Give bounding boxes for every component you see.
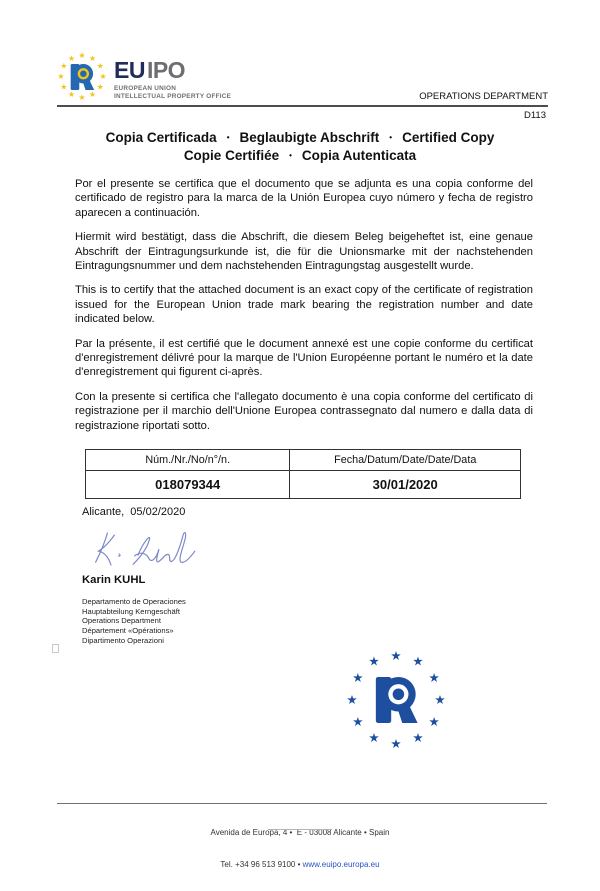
signatory-name: Karin KUHL [82,574,146,586]
logo-wordmark [114,59,231,100]
bullet-icon: • [389,133,393,142]
logo-wordmark-eu: EU [114,57,145,83]
euipo-logo-mark [57,52,107,102]
paragraph-english: This is to certify that the attached document is an exact copy of the certificate of registration issued for the European Union trade mark bearing the registration number and date indicated below. [75,284,533,326]
department-item: Departamento de Operaciones [82,597,186,606]
logo-wordmark-ipo: IPO [146,57,186,83]
operations-department-label: OPERATIONS DEPARTMENT [419,91,548,102]
registration-table [85,449,521,499]
stamp-r-icon [372,676,420,724]
footer-website-link[interactable]: www.euipo.europa.eu [302,859,380,869]
title-part: Copie Certifiée [183,147,280,163]
table-header-row [86,450,521,471]
department-item: Département «Opérations» [82,626,174,636]
bullet-icon: • [289,150,292,160]
certification-paragraphs [75,177,533,443]
registration-date-value: 30/01/2020 [290,471,521,499]
logo-subtitle-line1: EUROPEAN UNION [114,85,177,92]
table-header-number: Núm./Nr./No/n°/n. [86,450,290,471]
department-item: Dipartimento Operazioni [82,635,164,645]
footer [0,807,600,891]
department-list [82,597,186,646]
header-rule [57,105,548,107]
empty-checkbox [52,644,59,653]
title-line-1 [0,129,600,147]
department-item: Hauptabteilung Kerngeschäft [82,606,180,616]
eu-stars-icon: ★ ★ ★ ★ ★ ★ ★ ★ ★ ★ ★ ★ [57,51,107,102]
stamp-stars-icon: ★ ★ ★ ★ ★ ★ ★ ★ ★ ★ ★ ★ [346,648,446,751]
registration-number-value: 018079344 [86,471,290,499]
registered-r-icon [69,64,96,91]
title-part: Copia Certificada [105,130,217,145]
title-part: Certified Copy [402,130,495,145]
paragraph-italian: Con la presente si certifica che l'allegato documento è una copia conforme del certificato di registrazione per il marchio dell'Unione Europea contrassegnato dal numero e dalla data di registrazione riportati sotto. [75,390,533,432]
footer-tel: Tel. +34 96 513 9100 • [220,859,303,869]
department-item: Operations Department [82,616,161,626]
paragraph-spanish: Por el presente se certifica que el documento que se adjunta es una copia conforme del certificado de registro para la marca de la Unión Europea cuyo número y fecha de registro aparecen a continuación. [75,178,533,219]
footer-rule [57,803,547,804]
table-value-row [86,471,521,499]
paragraph-french: Par la présente, il est certifié que le document annexé est une copie conforme du certificat d'enregistrement délivré pour la marque de l'Union Européenne portant le numéro et la date d'enregistrement qui figurent ci-après. [75,337,533,379]
title-part: Beglaubigte Abschrift [239,130,380,145]
table-header-date: Fecha/Datum/Date/Date/Data [290,450,521,471]
title-part: Copia Autenticata [301,147,417,163]
euipo-stamp-seal [346,650,446,750]
paragraph-german: Hiermit wird bestätigt, dass die Abschrift, die diesem Beleg beigeheftet ist, eine genaue Abschrift der Eintragungsurkunde ist, die für die Unionsmarke mit der nachstehenden Eintragungsnummer und dem nachstehenden Eintragungstag ausgestellt wurde. [75,231,533,273]
header [57,52,548,122]
handwritten-signature [88,523,206,575]
footer-bottom-rule [268,829,332,830]
footer-address: Avenida de Europa, 4 • E - 03008 Alicante • Spain [210,828,390,837]
doc-code: D113 [523,110,546,121]
certificate-title [0,129,600,164]
place-date: Alicante, 05/02/2020 [82,506,186,518]
bullet-icon: • [226,133,230,142]
footer-contact [0,860,600,871]
title-line-2 [0,147,600,165]
logo-subtitle-line2: INTELLECTUAL PROPERTY OFFICE [114,92,232,100]
